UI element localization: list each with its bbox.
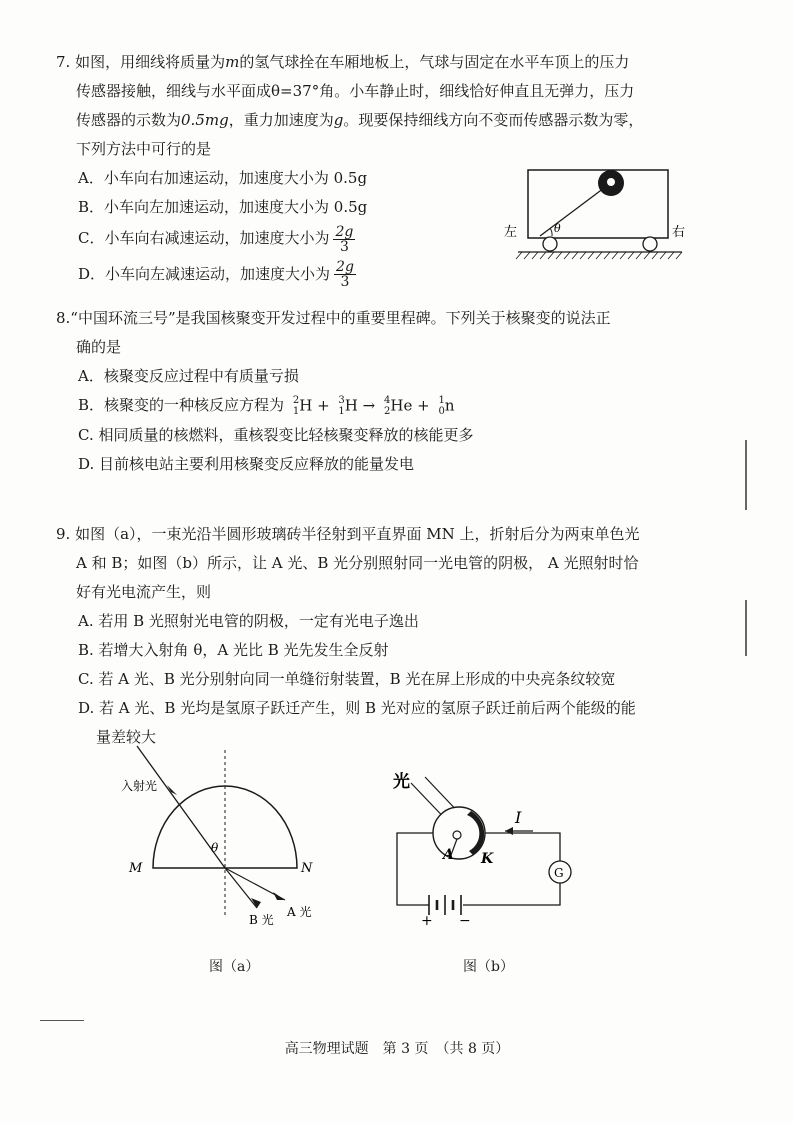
q7-fraction-c: $\frac{2g}{3}$: [335, 223, 354, 255]
q7-fraction-d: $\frac{2g}{3}$: [336, 259, 354, 290]
battery-plus: +: [421, 913, 433, 925]
margin-mark-1: [745, 440, 747, 510]
q7-option-c: C．小车向右减速运动，加速度大小为 $\frac{2g}{3}$: [78, 223, 354, 255]
ground-hatching: [516, 252, 682, 259]
margin-dash: [40, 1020, 84, 1021]
question-9: [56, 520, 696, 752]
anode-label: A: [443, 847, 454, 863]
balloon-string: [540, 188, 604, 236]
anode-bulb: [453, 831, 461, 839]
q8-option-b: B．核聚变的一种核反应方程为 2 1 H + 3 1 H → 4 2 He + 1 0 n: [78, 395, 455, 417]
q7-cart-figure: [500, 160, 690, 270]
q7-option-d: D．小车向左减速运动，加速度大小为 $\frac{2g}{3}$: [78, 259, 354, 290]
light-label: 光: [393, 772, 410, 792]
q9-stem-line3: 好有光电流产生，则: [76, 583, 212, 601]
theta-label: θ: [211, 841, 219, 855]
q7-stem-line1: 7. 如图，用细线将质量为m的氢气球拴在车厢地板上，气球与固定在水平车顶上的压力: [56, 53, 630, 71]
q7-option-b: B．小车向左加速运动，加速度大小为 0.5g: [78, 198, 368, 216]
q7-option-a: A．小车向右加速运动，加速度大小为 0.5g: [78, 169, 368, 187]
margin-mark-2: [745, 600, 747, 656]
q8-option-c: C. 相同质量的核燃料，重核裂变比轻核聚变释放的核能更多: [78, 425, 474, 444]
label-n: N: [301, 861, 313, 876]
ray-b: [225, 868, 257, 908]
a-light-label: A 光: [287, 905, 312, 919]
battery: [429, 895, 461, 915]
q7-right-label: 右: [672, 225, 686, 240]
incident-light-label: 入射光: [121, 779, 158, 793]
q7-stem-line4: 下列方法中可行的是: [76, 140, 212, 158]
nuclide-n1: 1 0: [438, 395, 445, 417]
q9-option-a: A. 若用 B 光照射光电管的阴极，一定有光电子逸出: [78, 612, 419, 630]
nuclide-h3: 3 1: [338, 395, 345, 417]
page-footer: 高三物理试题 第 3 页 （共 8 页）: [284, 1041, 510, 1057]
galvanometer-label: G: [554, 866, 564, 880]
figure-b-caption: 图（b）: [463, 959, 514, 975]
q9-option-b: B. 若增大入射角 θ，A 光比 B 光先发生全反射: [78, 641, 389, 659]
q9-option-d-line2: 量差较大: [96, 728, 157, 746]
left-wheel: [543, 237, 557, 251]
q9-option-c: C. 若 A 光、B 光分别射向同一单缝衍射装置，B 光在屏上形成的中央亮条纹较宽: [78, 670, 616, 688]
q7-stem-line2: 传感器接触，细线与水平面成θ=37°角。小车静止时，细线恰好伸直且无弹力，压力: [76, 82, 635, 100]
label-m: M: [129, 861, 143, 876]
q7-stem-line3: 传感器的示数为0.5mg，重力加速度为g。现要保持细线方向不变而传感器示数为零，: [76, 111, 644, 129]
q9-stem-line1: 9. 如图（a），一束光沿半圆形玻璃砖半径射到平直界面 MN 上，折射后分为两束单色光: [56, 525, 640, 543]
b-light-label: B 光: [249, 913, 274, 927]
nuclide-h2: 2 1: [292, 395, 300, 417]
q9-option-d-line1: D. 若 A 光、B 光均是氢原子跃迁产生，则 B 光对应的氢原子跃迁前后两个能级的能: [78, 699, 636, 717]
right-wheel: [643, 237, 657, 251]
q8-option-d: D. 目前核电站主要利用核聚变反应释放的能量发电: [78, 454, 415, 473]
question-8: [56, 304, 696, 479]
q8-stem-line1: 8.“中国环流三号”是我国核聚变开发过程中的重要里程碑。下列关于核聚变的说法正: [56, 309, 611, 327]
current-label: I: [515, 808, 522, 827]
q8-option-a: A．核聚变反应过程中有质量亏损: [78, 367, 299, 385]
battery-minus: −: [459, 913, 471, 925]
figure-b-photocell: [385, 765, 590, 925]
figure-a-caption: 图（a）: [209, 959, 260, 975]
circuit-wire: [397, 833, 433, 905]
figure-a-glass: [115, 740, 335, 930]
cart-body: [528, 170, 668, 238]
q7-theta-label: θ: [554, 222, 561, 235]
nuclide-he4: 4 2: [384, 395, 391, 417]
q8-stem-line2: 确的是: [76, 338, 122, 356]
cathode-label: K: [481, 851, 494, 867]
q7-left-label: 左: [504, 225, 518, 240]
q9-stem-line2: A 和 B；如图（b）所示，让 A 光、B 光分别照射同一光电管的阴极， A 光照射时恰: [76, 554, 639, 572]
